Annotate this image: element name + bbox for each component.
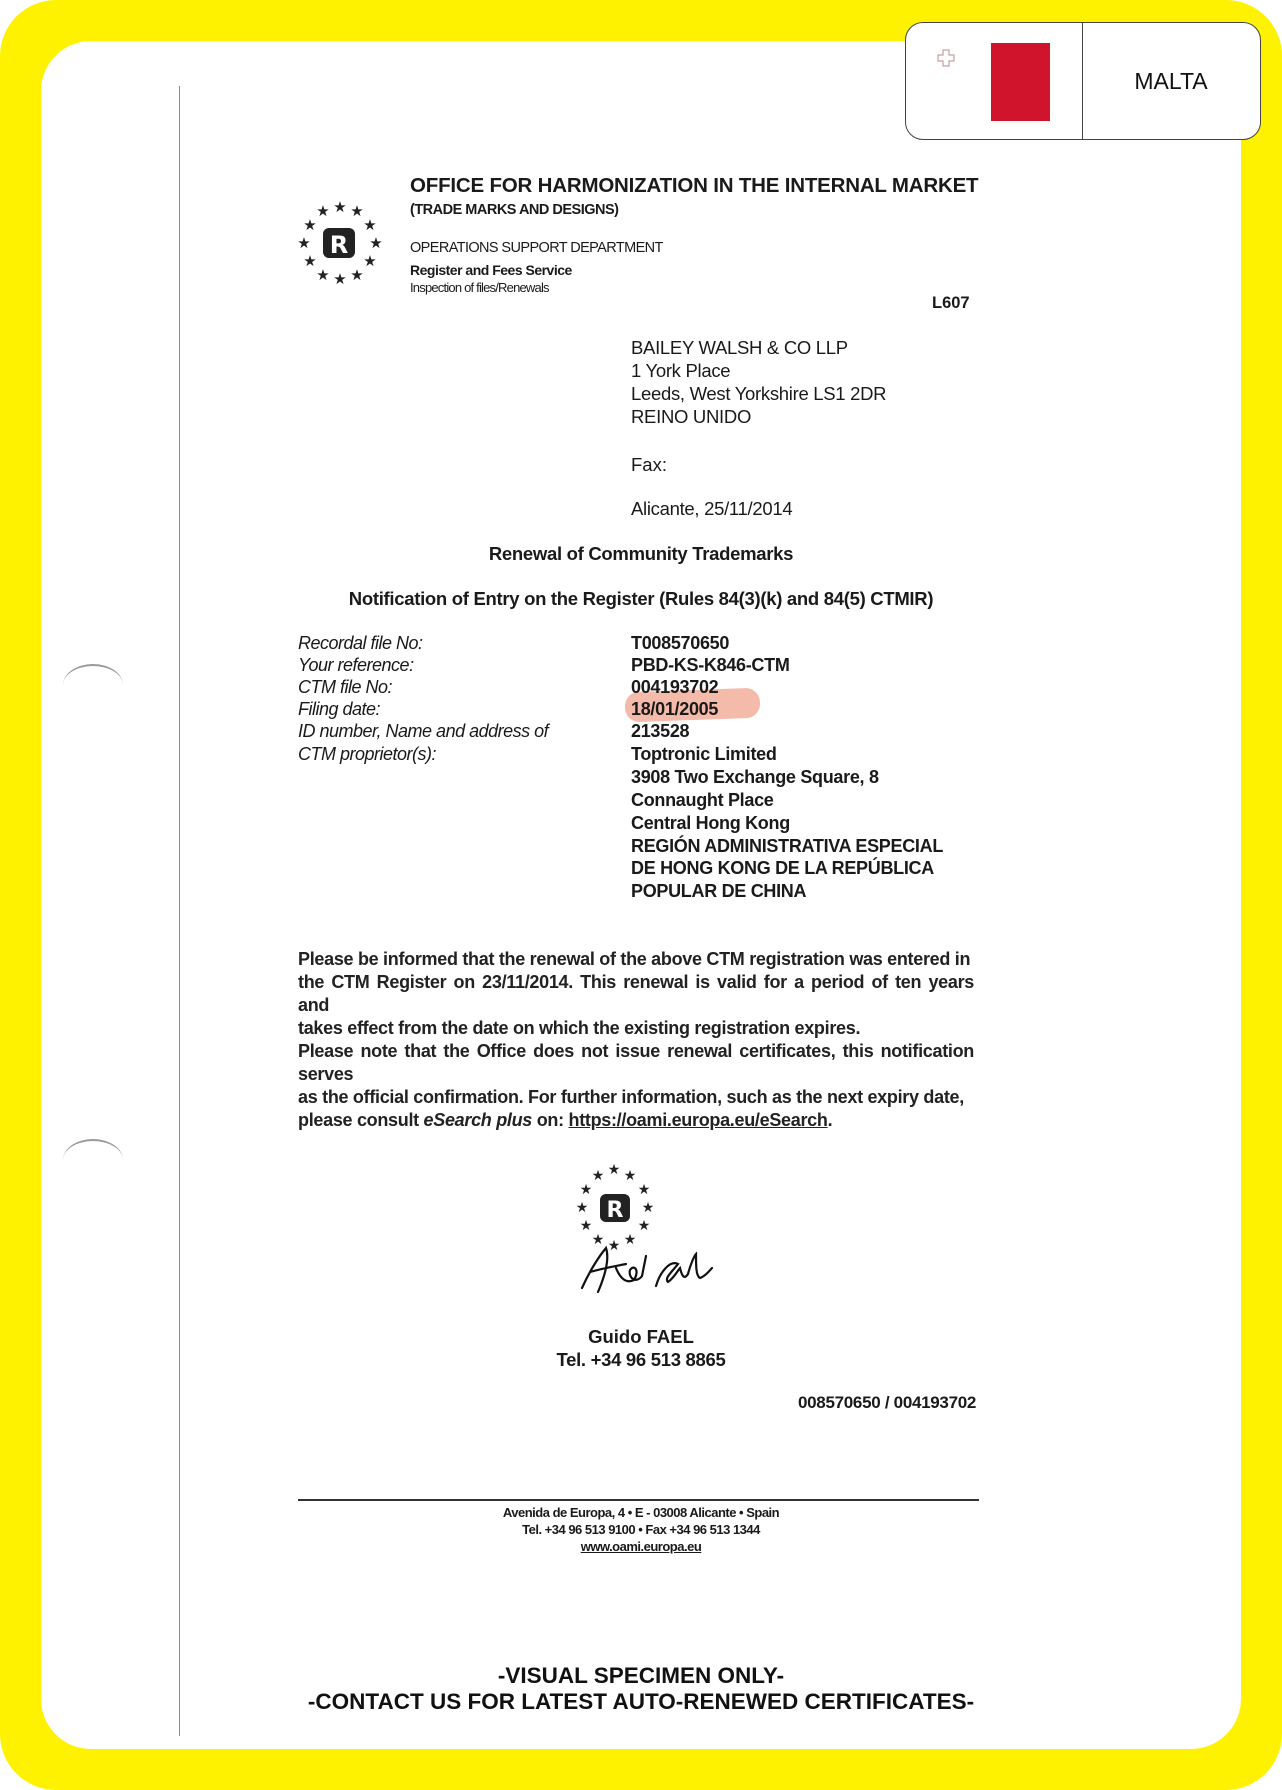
ohim-logo-icon [290, 198, 390, 290]
specimen-notice-line1: -VISUAL SPECIMEN ONLY- [497, 1663, 785, 1688]
reference-numbers: 008570650 / 004193702 [798, 1393, 977, 1412]
unit: Inspection of files/Renewals [410, 280, 549, 295]
svg-text:R: R [329, 231, 349, 259]
svg-text:★: ★ [607, 1162, 621, 1178]
svg-text:★: ★ [333, 270, 347, 288]
paragraph-text: please consult [298, 1110, 424, 1130]
recipient-line: REINO UNIDO [631, 406, 752, 427]
field-label: CTM file No: [298, 677, 393, 697]
field-label: CTM proprietor(s): [298, 744, 437, 764]
place-date: Alicante, 25/11/2014 [631, 498, 793, 519]
svg-text:★: ★ [637, 1182, 651, 1198]
proprietor-address-line: 3908 Two Exchange Square, 8 [631, 767, 879, 787]
paragraph-text: . [827, 1110, 833, 1130]
recipient-line: BAILEY WALSH & CO LLP [631, 337, 848, 358]
letter-code: L607 [932, 294, 970, 312]
field-value: 213528 [631, 721, 690, 741]
svg-text:★: ★ [607, 1238, 621, 1254]
paragraph-line: takes effect from the date on which the existing registration expires. [298, 1018, 861, 1038]
svg-text:★: ★ [623, 1232, 637, 1248]
signatory-name: Guido FAEL [588, 1326, 694, 1347]
svg-text:★: ★ [579, 1182, 593, 1198]
esearch-link[interactable]: https://oami.europa.eu/eSearch [568, 1110, 828, 1130]
proprietor-address-line: POPULAR DE CHINA [631, 881, 807, 901]
svg-text:★: ★ [303, 216, 317, 234]
recipient-line: Leeds, West Yorkshire LS1 2DR [631, 383, 887, 404]
certificate-paragraph [298, 1040, 974, 1132]
paragraph-line: as the official confirmation. For further information, such as the next expiry date, [298, 1087, 964, 1107]
recipient-line: 1 York Place [631, 360, 731, 381]
footer-divider [298, 1499, 979, 1501]
field-value: 18/01/2005 [631, 699, 719, 719]
svg-text:★: ★ [591, 1168, 605, 1184]
recipient-address [631, 336, 886, 428]
svg-text:★: ★ [579, 1218, 593, 1234]
letter-title: Renewal of Community Trademarks [488, 543, 794, 564]
handwritten-signature [582, 1248, 712, 1292]
department: OPERATIONS SUPPORT DEPARTMENT [410, 240, 663, 256]
field-label: Recordal file No: [298, 633, 423, 653]
paragraph-line: Please be informed that the renewal of the above CTM registration was entered in [298, 949, 971, 969]
footer-website-link[interactable]: www.oami.europa.eu [580, 1539, 702, 1554]
org-subtitle: (TRADE MARKS AND DESIGNS) [410, 202, 619, 218]
field-value: Toptronic Limited [631, 744, 777, 764]
paragraph-text: on: [532, 1110, 569, 1130]
paragraph-line: the CTM Register on 23/11/2014. This renewal is valid for a period of ten years and [298, 972, 974, 1015]
specimen-notice-line2: -CONTACT US FOR LATEST AUTO-RENEWED CERTIFICATES- [307, 1689, 975, 1714]
field-value: 004193702 [631, 677, 719, 697]
svg-text:★: ★ [575, 1200, 589, 1216]
footer-phones: Tel. +34 96 513 9100 • Fax +34 96 513 1344 [522, 1522, 760, 1537]
svg-text:★: ★ [363, 216, 377, 234]
paragraph-line [298, 1109, 974, 1132]
svg-text:★: ★ [637, 1218, 651, 1234]
paragraph-line: Please note that the Office does not issue renewal certificates, this notification serves [298, 1041, 974, 1084]
svg-text:★: ★ [369, 234, 383, 252]
esearch-name: eSearch plus [423, 1110, 532, 1130]
proprietor-address-line: REGIÓN ADMINISTRATIVA ESPECIAL [631, 836, 944, 856]
field-label: Filing date: [298, 699, 381, 719]
svg-text:★: ★ [333, 198, 347, 216]
renewal-paragraph [298, 948, 974, 1040]
field-value: T008570650 [631, 633, 730, 653]
field-label: ID number, Name and address of [298, 721, 549, 741]
org-name: OFFICE FOR HARMONIZATION IN THE INTERNAL MARKET [410, 174, 979, 197]
svg-text:★: ★ [316, 266, 330, 284]
proprietor-address-line: Connaught Place [631, 790, 774, 810]
service: Register and Fees Service [410, 262, 572, 278]
field-value: PBD-KS-K846-CTM [631, 655, 790, 675]
country-name: MALTA [1134, 67, 1208, 94]
footer-address: Avenida de Europa, 4 • E - 03008 Alicante • Spain [502, 1505, 780, 1520]
signatory-tel: Tel. +34 96 513 8865 [556, 1349, 726, 1370]
svg-text:★: ★ [350, 202, 364, 220]
svg-text:★: ★ [591, 1232, 605, 1248]
svg-text:★: ★ [350, 266, 364, 284]
svg-text:R: R [606, 1198, 624, 1223]
letter-subtitle: Notification of Entry on the Register (Rules 84(3)(k) and 84(5) CTMIR) [348, 588, 934, 609]
proprietor-address-line: DE HONG KONG DE LA REPÚBLICA [631, 858, 934, 878]
field-label: Your reference: [298, 655, 414, 675]
fax-label: Fax: [631, 454, 667, 475]
svg-text:★: ★ [363, 252, 377, 270]
svg-text:★: ★ [623, 1168, 637, 1184]
proprietor-address-line: Central Hong Kong [631, 813, 790, 833]
svg-text:★: ★ [641, 1200, 655, 1216]
svg-text:★: ★ [297, 234, 311, 252]
svg-text:★: ★ [303, 252, 317, 270]
svg-text:★: ★ [316, 202, 330, 220]
signature-stamp [560, 1160, 720, 1310]
